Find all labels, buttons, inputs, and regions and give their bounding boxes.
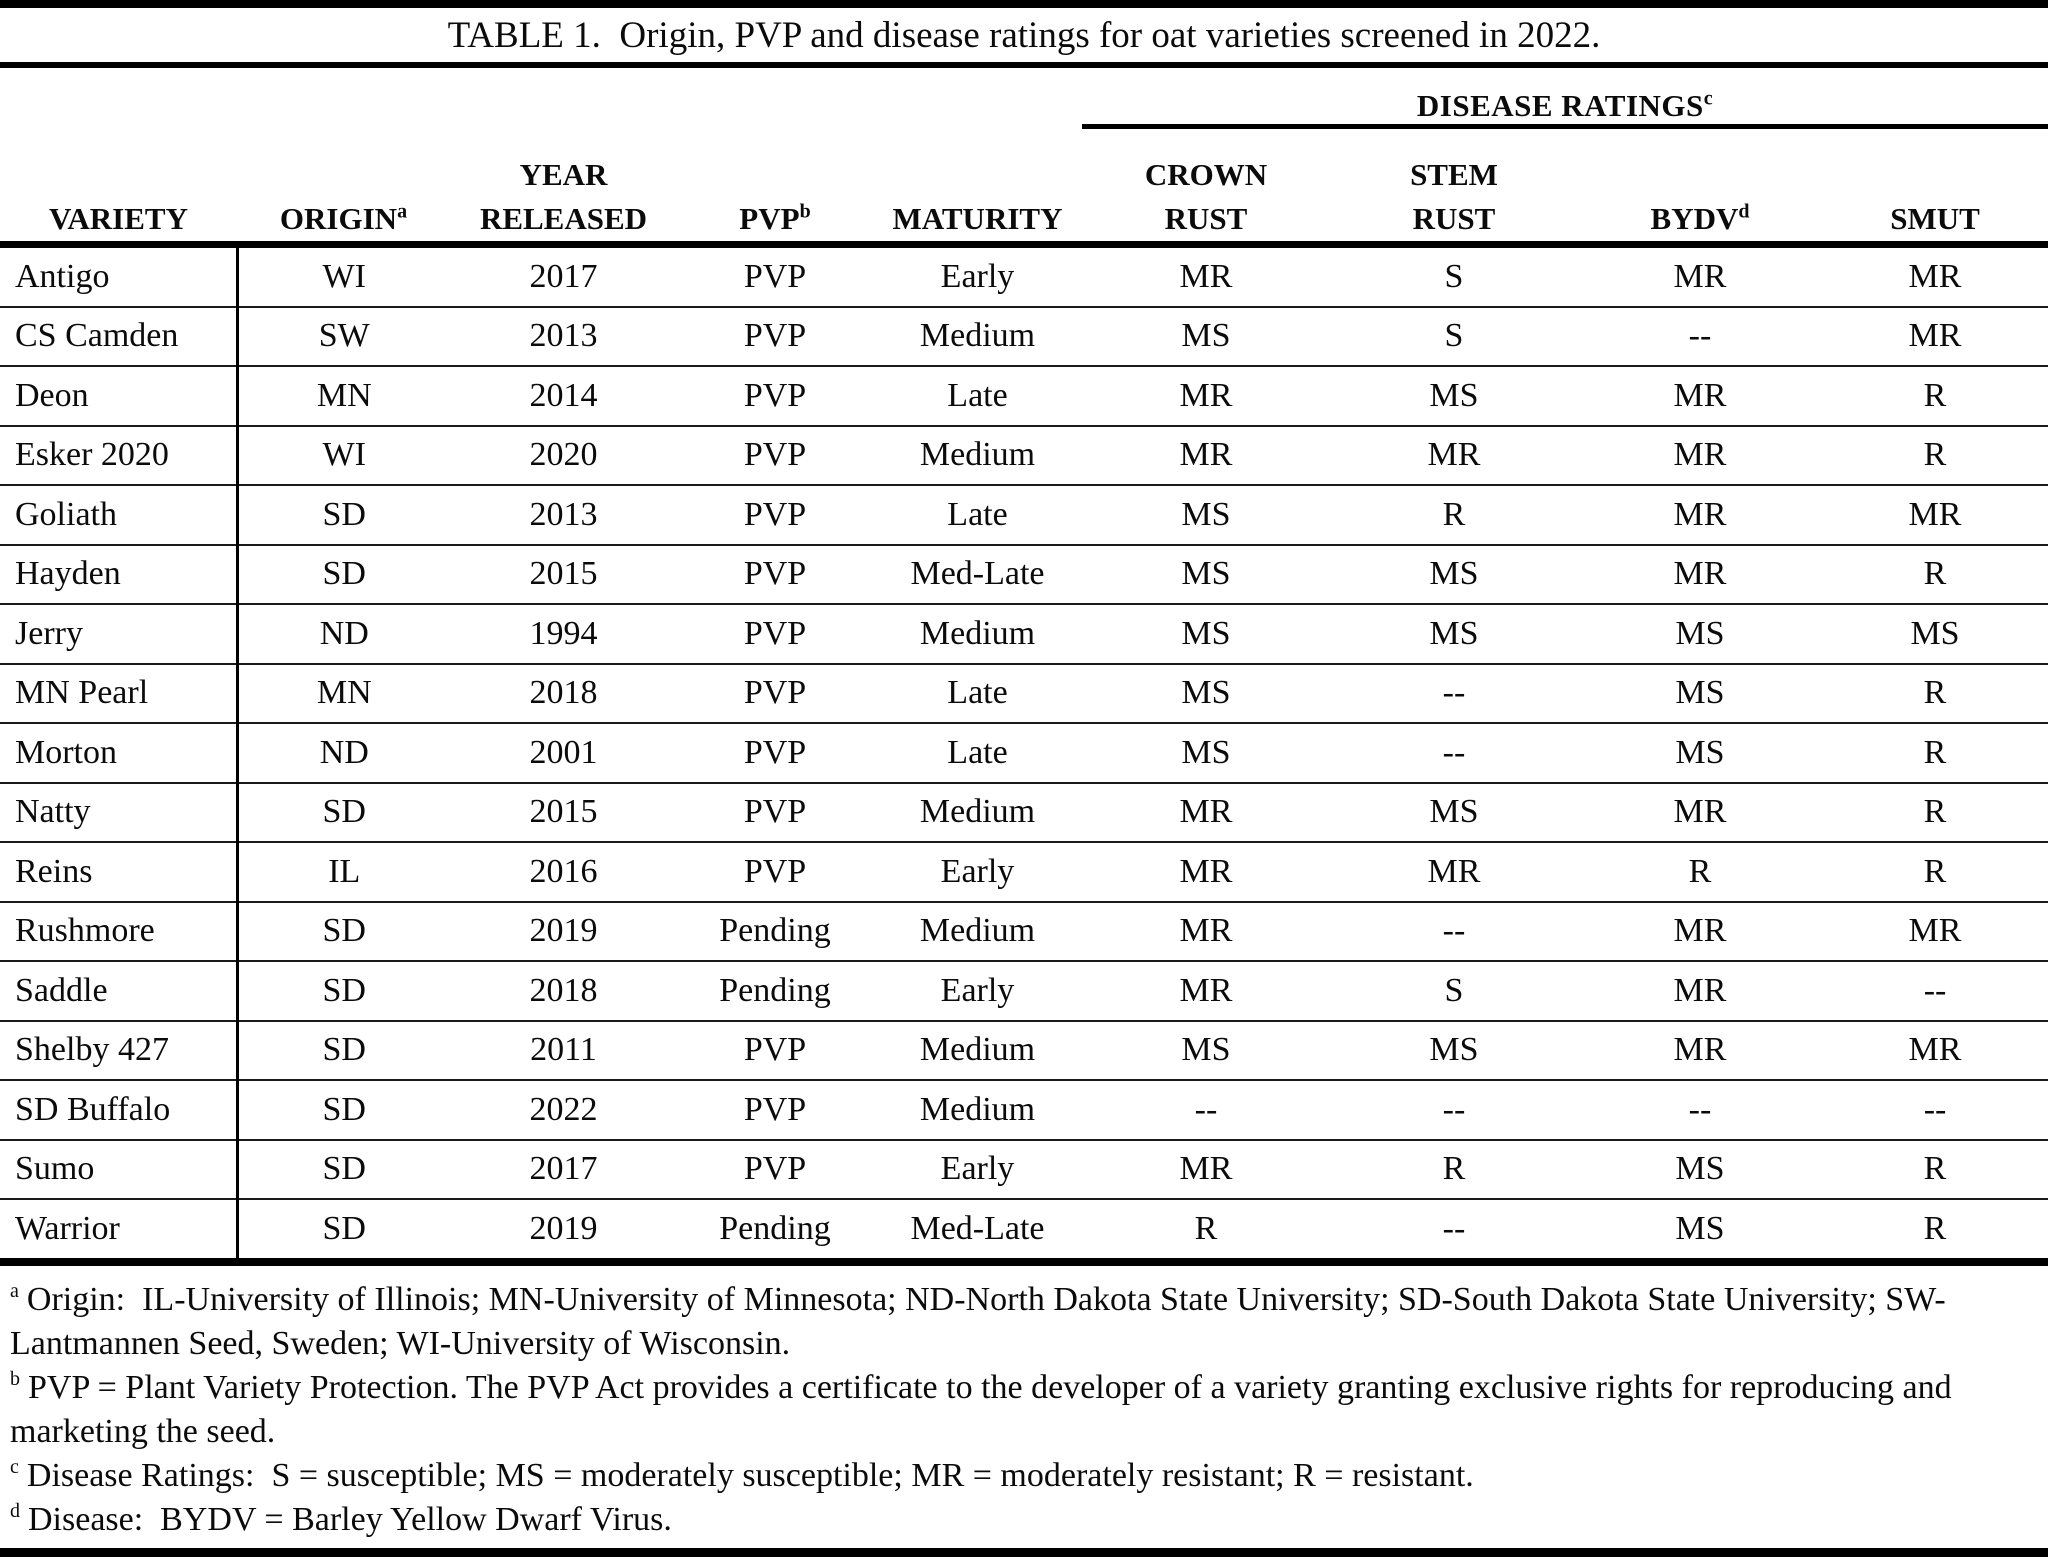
year-released-cell: 2014 [450,366,677,426]
crown-rust-cell: MR [1082,842,1330,902]
table-row [0,1021,2048,1081]
table-row [0,842,2048,902]
smut-cell: R [1822,664,2048,724]
maturity-cell: Med-Late [873,545,1082,605]
bydv-cell: MS [1578,1199,1822,1262]
table-row [0,307,2048,367]
footnote-a [10,1278,2032,1366]
variety-cell: Reins [0,842,237,902]
variety-cell: Jerry [0,604,237,664]
origin-cell: SD [237,545,450,605]
year-released-cell: 2018 [450,961,677,1021]
origin-cell: ND [237,723,450,783]
year-released-cell: 2019 [450,1199,677,1262]
crown-rust-cell: MR [1082,783,1330,843]
variety-cell: SD Buffalo [0,1080,237,1140]
column-header-year-released: YEAR RELEASED [450,127,677,245]
pvp-cell: PVP [677,842,873,902]
bydv-cell: MS [1578,604,1822,664]
smut-cell: R [1822,426,2048,486]
variety-cell: Deon [0,366,237,426]
stem-rust-cell: MR [1330,842,1578,902]
pvp-cell: PVP [677,1080,873,1140]
origin-cell: SD [237,1021,450,1081]
crown-rust-cell: MS [1082,307,1330,367]
pvp-footnote-mark: b [799,200,811,223]
bydv-cell: -- [1578,307,1822,367]
pvp-cell: Pending [677,902,873,962]
crown-rust-cell: MR [1082,1140,1330,1200]
group-header-row [0,68,2048,127]
crown-rust-cell: MS [1082,485,1330,545]
maturity-cell: Medium [873,604,1082,664]
smut-cell: R [1822,1140,2048,1200]
pvp-cell: PVP [677,664,873,724]
stem-rust-cell: R [1330,1140,1578,1200]
maturity-cell: Late [873,485,1082,545]
stem-rust-cell: S [1330,961,1578,1021]
stem-rust-cell: -- [1330,664,1578,724]
bydv-cell: MS [1578,723,1822,783]
bydv-cell: MR [1578,902,1822,962]
maturity-cell: Medium [873,902,1082,962]
year-released-cell: 2001 [450,723,677,783]
stem-rust-cell: MS [1330,545,1578,605]
footnote-d-text: Disease: BYDV = Barley Yellow Dwarf Virus. [28,1500,672,1538]
bydv-cell: MR [1578,426,1822,486]
disease-ratings-footnote-mark: c [1703,87,1714,110]
footnote-c-mark: c [10,1456,19,1479]
stem-rust-cell: -- [1330,1199,1578,1262]
year-released-cell: 2018 [450,664,677,724]
footnote-b-text: PVP = Plant Variety Protection. The PVP Act provides a certificate to the developer of a variety granting exclusive rights for reproducing and marketing the seed. [10,1368,1961,1450]
maturity-cell: Medium [873,783,1082,843]
variety-cell: Saddle [0,961,237,1021]
origin-cell: WI [237,426,450,486]
stem-rust-cell: S [1330,245,1578,307]
smut-cell: MR [1822,485,2048,545]
pvp-cell: PVP [677,366,873,426]
crown-rust-cell: MR [1082,961,1330,1021]
smut-cell: R [1822,545,2048,605]
origin-cell: WI [237,245,450,307]
origin-cell: SD [237,485,450,545]
table-title: TABLE 1. Origin, PVP and disease ratings for oat varieties screened in 2022. [447,14,1601,56]
year-released-cell: 2013 [450,485,677,545]
origin-cell: SW [237,307,450,367]
stem-rust-cell: MR [1330,426,1578,486]
column-header-maturity: MATURITY [873,127,1082,245]
pvp-cell: PVP [677,723,873,783]
bydv-cell: MS [1578,664,1822,724]
variety-cell: Goliath [0,485,237,545]
smut-cell: MS [1822,604,2048,664]
table-row [0,1080,2048,1140]
table-row [0,961,2048,1021]
group-header-spacer [0,68,1082,127]
footnote-b-mark: b [10,1368,20,1391]
footnotes [0,1266,2048,1542]
stem-rust-cell: MS [1330,783,1578,843]
origin-cell: SD [237,1140,450,1200]
crown-rust-cell: MS [1082,545,1330,605]
origin-cell: SD [237,1199,450,1262]
pvp-cell: Pending [677,1199,873,1262]
bydv-cell: MR [1578,783,1822,843]
smut-cell: R [1822,1199,2048,1262]
year-released-cell: 2017 [450,245,677,307]
smut-cell: -- [1822,1080,2048,1140]
maturity-cell: Early [873,961,1082,1021]
maturity-cell: Early [873,842,1082,902]
column-header-variety: VARIETY [0,127,237,245]
year-released-cell: 2013 [450,307,677,367]
maturity-cell: Late [873,723,1082,783]
column-header-origin: ORIGIN$^a$ [237,127,450,245]
column-header-stem-rust: STEM RUST [1330,127,1578,245]
crown-rust-cell: MR [1082,245,1330,307]
footnote-c-text: Disease Ratings: S = susceptible; MS = moderately susceptible; MR = moderately resistant; R = resistant. [26,1456,1474,1494]
smut-cell: MR [1822,902,2048,962]
bydv-cell: MR [1578,366,1822,426]
stem-rust-cell: -- [1330,902,1578,962]
table-row [0,902,2048,962]
year-released-cell: 2020 [450,426,677,486]
variety-cell: Warrior [0,1199,237,1262]
footnote-a-text: Origin: IL-University of Illinois; MN-University of Minnesota; ND-North Dakota State University; SD-South Dakota State University; SW-Lantmannen Seed, Sweden; WI-University of Wisconsin. [10,1280,1946,1362]
variety-cell: MN Pearl [0,664,237,724]
year-released-cell: 2017 [450,1140,677,1200]
stem-rust-cell: -- [1330,1080,1578,1140]
maturity-cell: Medium [873,307,1082,367]
bydv-cell: MR [1578,961,1822,1021]
variety-cell: Rushmore [0,902,237,962]
pvp-cell: PVP [677,1021,873,1081]
variety-cell: Sumo [0,1140,237,1200]
smut-cell: R [1822,783,2048,843]
column-header-crown-rust: CROWN RUST [1082,127,1330,245]
maturity-cell: Medium [873,1021,1082,1081]
year-released-cell: 1994 [450,604,677,664]
stem-rust-cell: MS [1330,366,1578,426]
table-header [0,68,2048,245]
crown-rust-cell: MR [1082,902,1330,962]
crown-rust-cell: MR [1082,366,1330,426]
column-header-row [0,127,2048,245]
table-row [0,485,2048,545]
footnote-b [10,1366,2032,1454]
maturity-cell: Late [873,366,1082,426]
stem-rust-cell: MS [1330,604,1578,664]
table-row [0,426,2048,486]
stem-rust-cell: R [1330,485,1578,545]
column-header-smut: SMUT [1822,127,2048,245]
maturity-cell: Medium [873,1080,1082,1140]
oat-varieties-table [0,68,2048,1266]
origin-cell: SD [237,961,450,1021]
table-row [0,245,2048,307]
crown-rust-cell: R [1082,1199,1330,1262]
table-row [0,366,2048,426]
variety-cell: CS Camden [0,307,237,367]
bydv-cell: MS [1578,1140,1822,1200]
pvp-cell: PVP [677,604,873,664]
origin-cell: MN [237,366,450,426]
year-released-cell: 2015 [450,783,677,843]
smut-cell: -- [1822,961,2048,1021]
pvp-cell: PVP [677,307,873,367]
footnote-a-mark: a [10,1280,19,1303]
pvp-cell: Pending [677,961,873,1021]
footnote-d [10,1498,2032,1542]
smut-cell: R [1822,366,2048,426]
smut-cell: MR [1822,1021,2048,1081]
table-row [0,604,2048,664]
origin-cell: IL [237,842,450,902]
variety-cell: Morton [0,723,237,783]
stem-rust-cell: MS [1330,1021,1578,1081]
bydv-cell: -- [1578,1080,1822,1140]
bydv-cell: R [1578,842,1822,902]
smut-cell: R [1822,842,2048,902]
disease-ratings-group-header [1082,68,2048,127]
table-body [0,245,2048,1262]
variety-cell: Shelby 427 [0,1021,237,1081]
stem-rust-cell: -- [1330,723,1578,783]
crown-rust-cell: MS [1082,723,1330,783]
origin-cell: ND [237,604,450,664]
crown-rust-cell: MR [1082,426,1330,486]
bydv-footnote-mark: d [1738,200,1750,223]
variety-cell: Antigo [0,245,237,307]
year-released-cell: 2015 [450,545,677,605]
crown-rust-cell: -- [1082,1080,1330,1140]
smut-cell: MR [1822,307,2048,367]
bydv-cell: MR [1578,245,1822,307]
pvp-cell: PVP [677,783,873,843]
pvp-cell: PVP [677,426,873,486]
origin-cell: MN [237,664,450,724]
maturity-cell: Early [873,245,1082,307]
maturity-cell: Early [873,1140,1082,1200]
table-title-band [0,8,2048,68]
crown-rust-cell: MS [1082,604,1330,664]
footnote-c [10,1454,2032,1498]
origin-cell: SD [237,902,450,962]
smut-cell: R [1822,723,2048,783]
column-header-pvp: PVP$^b$ [677,127,873,245]
crown-rust-cell: MS [1082,664,1330,724]
year-released-cell: 2022 [450,1080,677,1140]
bydv-cell: MR [1578,485,1822,545]
footnote-d-mark: d [10,1500,20,1523]
variety-cell: Esker 2020 [0,426,237,486]
stem-rust-cell: S [1330,307,1578,367]
origin-cell: SD [237,783,450,843]
column-header-bydv: BYDV$^d$ [1578,127,1822,245]
variety-cell: Natty [0,783,237,843]
table-row [0,1199,2048,1262]
variety-cell: Hayden [0,545,237,605]
table-row [0,664,2048,724]
table-row [0,783,2048,843]
table-row [0,1140,2048,1200]
table-row [0,545,2048,605]
bydv-cell: MR [1578,545,1822,605]
maturity-cell: Late [873,664,1082,724]
disease-ratings-label: DISEASE RATINGS [1416,88,1704,123]
year-released-cell: 2011 [450,1021,677,1081]
maturity-cell: Med-Late [873,1199,1082,1262]
pvp-cell: PVP [677,485,873,545]
year-released-cell: 2019 [450,902,677,962]
origin-footnote-mark: a [397,200,408,223]
pvp-cell: PVP [677,545,873,605]
table-row [0,723,2048,783]
maturity-cell: Medium [873,426,1082,486]
year-released-cell: 2016 [450,842,677,902]
bydv-cell: MR [1578,1021,1822,1081]
pvp-cell: PVP [677,1140,873,1200]
smut-cell: MR [1822,245,2048,307]
origin-cell: SD [237,1080,450,1140]
pvp-cell: PVP [677,245,873,307]
crown-rust-cell: MS [1082,1021,1330,1081]
